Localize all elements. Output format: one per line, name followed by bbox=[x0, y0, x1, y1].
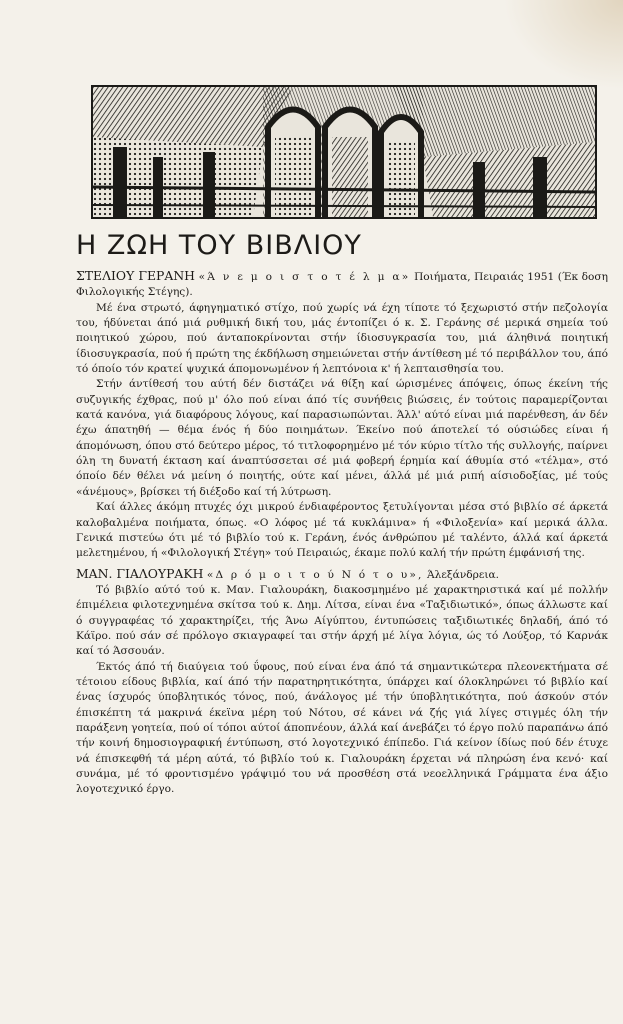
review-author: ΣΤΕΛΙΟΥ ΓΕΡΑΝΗ bbox=[76, 268, 195, 283]
review-heading bbox=[76, 566, 608, 583]
review-paragraph: Καί άλλες άκόμη πτυχές όχι μικρού ένδιαφέροντος ξετυλίγονται μέσα στό βιβλίο σέ άρκετά καλοβαλμένα ποιήματα, όπως. «Ο λόφος μέ τά κυκλάμινα» ή «Φιλοξενία» καί μερικά άλλα. Γενικά πιστεύω ότι μέ τό βιβλίο τού κ. Γεράνη, ένός άνθρώπου μέ ταλέντο, άλλά καί άρκετά μελετημένου, ή «Φιλολογική Στέγη» τού Πειραιώς, έκαμε πολύ καλή τήν πρώτη έμφάνισή της. bbox=[76, 501, 608, 560]
review-paragraph: Μέ ένα στρωτό, άφηγηματικό στίχο, πού χωρίς νά έχη τίποτε τό ξεχωριστό στήν πεζολογία του, ήδύνεται άπό μιά ρυθμική δική του, μάς έντοπίζει ό κ. Σ. Γεράνης σέ μερικά σημεία τού ποιητικού χώρου, πού άνταποκρίνονται στήν ίδιοσυγκρασία του, μιά άληθινά ποιητική ίδιοσυγκρασία, πού ή πρώτη της έκδήλωση σημειώνεται στήν άντίθεση μέ τό περιβάλλον του, άπό τό όποίο τόν κρατεί ψυχικά άπομονωμένον ή λεπτόνοια κ' ή λεπταισθησία του. bbox=[76, 301, 608, 376]
book-title: «Ά ν ε μ ο ι σ τ ο τ έ λ μ α» bbox=[198, 271, 411, 283]
paper-stain bbox=[503, 0, 623, 90]
review-paragraph: Στήν άντίθεσή του αύτή δέν διστάζει νά θίξη καί ώρισμένες άπόψεις, όπως έκείνη τής συζυγικής έχθρας, πού μ' όλο πού είναι άπό τίς συνήθεις βιώσεις, έν τούτοις παραμερίζονται κατά κανόνα, γιά διαφόρους λόγους, καί παρασιωπώνται. Άλλ' αύτό είναι μιά παρένθεση, άν δέν έχω άπατηθή — θέμα ένός ή δύο ποιημάτων. Έκείνο πού άποτελεί τό ούσιώδες είναι ή άπομόνωση, όπου στό δεύτερο μέρος, τό τιτλοφορημένο μέ τόν κύριο τίτλο τής συλλογής, παίρνει όλη τη δυνατή έκταση καί άναπτύσσεται σέ μιά φοβερή έρημία καί άθυμία στό «τέλμα», στό όποίο δέν θέλει νά μείνη ό ποιητής, ούτε καί μένει, άλλά μέ μιά ριπή αίσιοδοξίας, μέ τούς «άνέμους», βρίσκει τή διέξοδο καί τή λύτρωση. bbox=[76, 378, 608, 498]
book-details: Ποιήματα, Πειραιάς 1951 (Έκ δοση Φιλολογικής Στέγης). bbox=[76, 271, 609, 299]
section-title: Η ΖΩΗ ΤΟΥ ΒΙΒΛΙΟΥ bbox=[76, 230, 362, 261]
review-paragraph: Τό βιβλίο αύτό τού κ. Μαν. Γιαλουράκη, διακοσμημένο μέ χαρακτηριστικά καί μέ πολλήν έπιμέλεια φιλοτεχνημένα σκίτσα τού κ. Δημ. Λίτσα, είναι ένα «Ταξιδιωτικό», όπως άλλωστε καί ό συγγραφέας τό χαρακτηρίζει, τής Άνω Αίγύπτου, έντυπώσεις ταξιδιωτικές δηλαδή, άπό τό Κάϊρο. πού σάν σέ πρόλογο σκιαγραφεί ται στήν άρχή μέ λίγα λόγια, ώς τό Λούξορ, τό Καρνάκ καί τό Άσσουάν. bbox=[76, 583, 608, 658]
woodcut-illustration bbox=[93, 87, 595, 217]
review-paragraph: Έκτός άπό τή διαύγεια τού ΰφους, πού είναι ένα άπό τά σημαντικώτερα πλεονεκτήματα σέ τέτοιου είδους βιβλία, καί άπό τήν παρατηρητικότητα, ύπάρχει καί όλοκληρώνει τό βιβλίο καί ένας ίσχυρός ύποβλητικός τόνος, πού, άνάλογος μέ τήν ύποβλητικότητα, πού άσκούν στόν έπισκέπτη τά μακρινά έκεϊνα μέρη τού Νότου, σέ κάνει νά ζής γιά λίγες στιγμές όλη τήν παράξενη γοητεία, πού οί τόποι αύτοί άποπνέουν, άλλά καί άνεβάζει τό έργο πολύ παραπάνω άπό τήν κοινή δημοσιογραφική έντύπωση, στό λογοτεχνικό έπίπεδο. Γιά κείνον ίδίως πού δέν έτυχε νά έπισκεφθή τά μέρη αύτά, τό βιβλίο τού κ. Γιαλουράκη έρχεται νά πληρώση ένα κενό· καί συνάμα, μέ τό φροντισμένο γράψιμό του νά προσθέση στά νεοελληνικά Γράμματα ένα άξιο λογοτεχνικό έργο. bbox=[76, 660, 608, 796]
woodcut-banner bbox=[91, 85, 597, 219]
article-body bbox=[76, 268, 608, 798]
book-title: «Δ ρ ό μ ο ι τ ο ύ Ν ό τ ο υ», bbox=[206, 568, 424, 581]
book-details: Άλεξάνδρεια. bbox=[426, 568, 500, 581]
review-author: ΜΑΝ. ΓΙΑΛΟΥΡΑΚΗ bbox=[76, 565, 204, 581]
review-heading bbox=[76, 268, 608, 301]
